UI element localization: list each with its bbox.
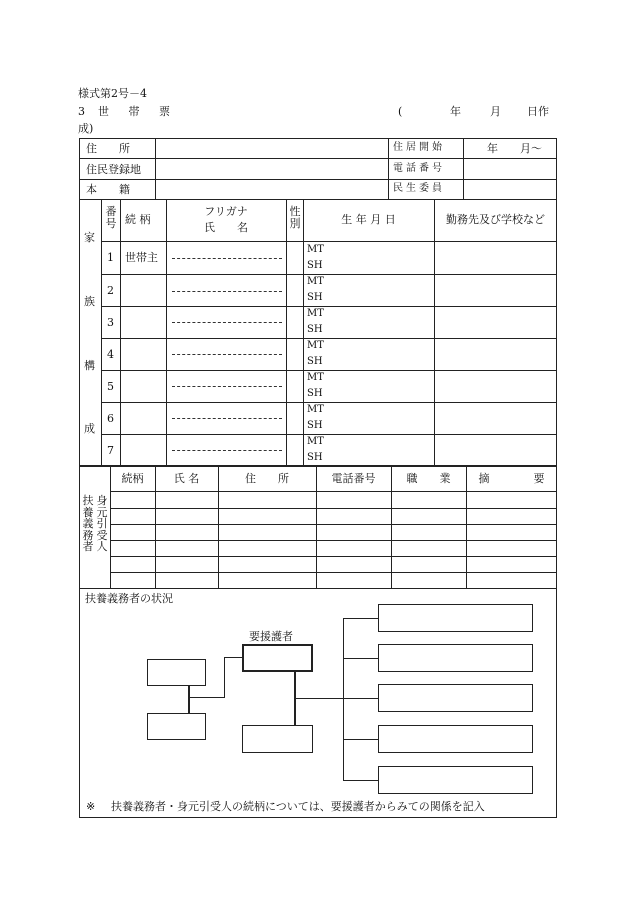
era-sh: SH [307,260,323,271]
row-number: 7 [107,444,114,457]
registered-address-label: 住民登録地 [86,163,141,176]
furigana-divider [172,354,282,355]
created-month-label: 月 [490,105,501,118]
furigana-divider [172,418,282,419]
row-number: 4 [107,348,114,361]
furigana-divider [172,450,282,451]
era-sh: SH [307,324,323,335]
address-field[interactable] [157,140,386,157]
phone-label: 電話番号 [393,163,445,174]
era-mt: MT [307,308,324,319]
created-year-label: 年 [450,105,461,118]
era-mt: MT [307,276,324,287]
era-sh: SH [307,420,323,431]
row-number: 3 [107,316,114,329]
family-side-label-4: 成 [84,422,95,435]
phone-field[interactable] [465,160,555,178]
note-mark: ※ [86,800,96,813]
era-mt: MT [307,372,324,383]
era-mt: MT [307,244,324,255]
support-col-address: 住 所 [245,472,289,485]
title-number: 3 [78,105,85,118]
created-close: 成) [78,122,94,135]
relative-box[interactable] [147,713,206,740]
residence-start-label: 住居開始 [393,142,445,153]
col-name-header: 氏 名 [204,221,248,234]
furigana-divider [172,291,282,292]
relative-box[interactable] [378,725,533,753]
relative-box[interactable] [378,684,533,712]
support-col-remarks: 摘 要 [478,472,545,485]
note-text: 扶養義務者・身元引受人の続柄については、要援護者からみての関係を記入 [111,800,485,813]
relative-box[interactable] [378,604,533,632]
support-col-relation: 続柄 [121,472,144,485]
era-mt: MT [307,340,324,351]
page-title: 世 帯 票 [98,105,178,118]
address-label: 住 所 [86,142,130,155]
residence-start-value: 年 月～ [487,142,542,155]
relative-box[interactable] [378,766,533,794]
era-sh: SH [307,292,323,303]
relative-box[interactable] [147,659,206,686]
created-open-paren: ( [398,105,403,118]
furigana-divider [172,258,282,259]
era-sh: SH [307,388,323,399]
era-mt: MT [307,404,324,415]
support-side-label-obligor: 扶養義務者 [82,494,94,554]
welfare-commissioner-label: 民生委員 [393,183,445,194]
furigana-divider [172,322,282,323]
family-side-label-3: 構 [84,359,95,372]
domicile-field[interactable] [157,181,386,198]
family-side-label-1: 家 [84,231,95,244]
support-side-label-guarantor: 身元引受人 [96,494,108,554]
center-person-label: 要援護者 [249,630,293,643]
row-number: 2 [107,284,114,297]
row-relation: 世帯主 [125,251,158,264]
relative-box[interactable] [378,644,533,672]
era-sh: SH [307,452,323,463]
furigana-divider [172,386,282,387]
col-work-header: 勤務先及び学校など [446,213,545,226]
status-label: 扶養義務者の状況 [85,592,173,605]
support-col-occupation: 職 業 [406,472,451,485]
family-side-label-2: 族 [84,295,95,308]
support-col-phone: 電話番号 [331,472,376,485]
person-in-need-box[interactable] [242,644,313,672]
support-col-name: 氏 名 [173,472,200,485]
form-number: 様式第2号－4 [78,87,147,100]
col-relation-header: 続 柄 [125,213,151,226]
col-sex-header: 性別 [289,205,301,230]
commissioner-field[interactable] [465,181,555,198]
row-number: 6 [107,412,114,425]
created-day-label: 日作 [527,105,549,118]
registered-address-field[interactable] [157,160,386,178]
domicile-label: 本 籍 [86,183,130,196]
col-furigana-header: フリガナ [204,205,248,218]
era-mt: MT [307,436,324,447]
era-sh: SH [307,356,323,367]
col-birth-header: 生 年 月 日 [341,213,396,226]
relative-box[interactable] [242,725,313,753]
col-number-header: 番号 [105,205,117,230]
row-number: 5 [107,380,114,393]
row-number: 1 [107,251,114,264]
